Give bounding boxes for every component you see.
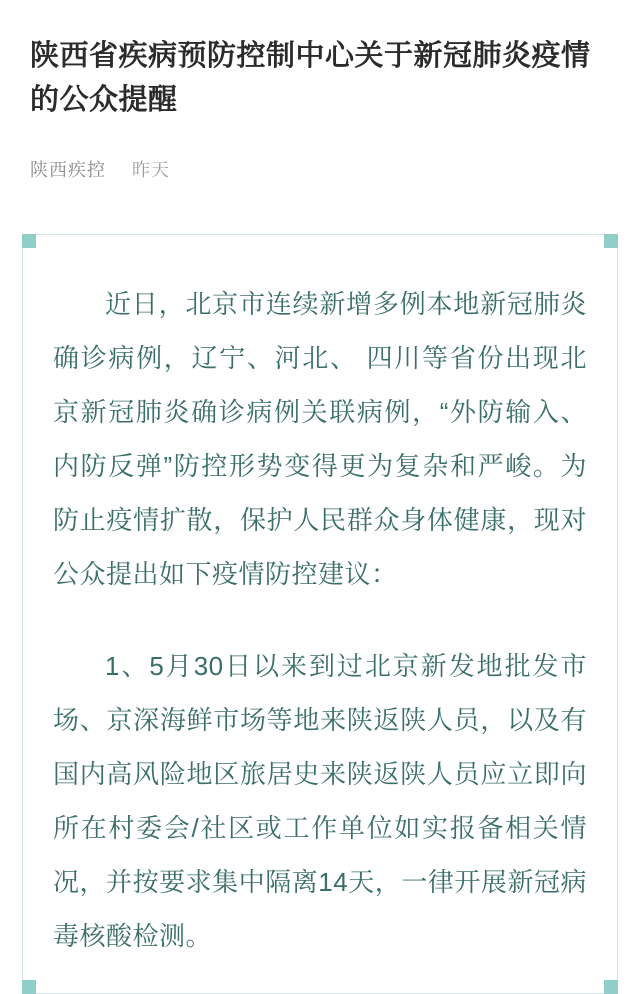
corner-ornament-top-left (22, 234, 36, 248)
article-source[interactable]: 陕西疾控 (30, 160, 106, 180)
corner-ornament-bottom-right (604, 980, 618, 994)
article-content-card (22, 234, 618, 994)
article-timestamp: 昨天 (132, 160, 170, 180)
page-title: 陕西省疾病预防控制中心关于新冠肺炎疫情的公众提醒 (30, 40, 591, 116)
article-paragraph: 近日，北京市连续新增多例本地新冠肺炎确诊病例，辽宁、河北、 四川等省份出现北京新冠肺炎确诊病例关联病例，“外防输入、 内防反弹”防控形势变得更为复杂和严峻。为防止疫情扩散，保护人民群众身体健康，现对公众提出如下疫情防控建议： (53, 289, 587, 589)
article-meta (30, 156, 610, 182)
article-header (0, 0, 640, 182)
corner-ornament-bottom-left (22, 980, 36, 994)
article-paragraph: 1、5月30日以来到过北京新发地批发市场、京深海鲜市场等地来陕返陕人员，以及有国内高风险地区旅居史来陕返陕人员应立即向所在村委会/社区或工作单位如实报备相关情况，并按要求集中隔离14天，一律开展新冠病毒核酸检测。 (53, 651, 587, 951)
corner-ornament-top-right (604, 234, 618, 248)
